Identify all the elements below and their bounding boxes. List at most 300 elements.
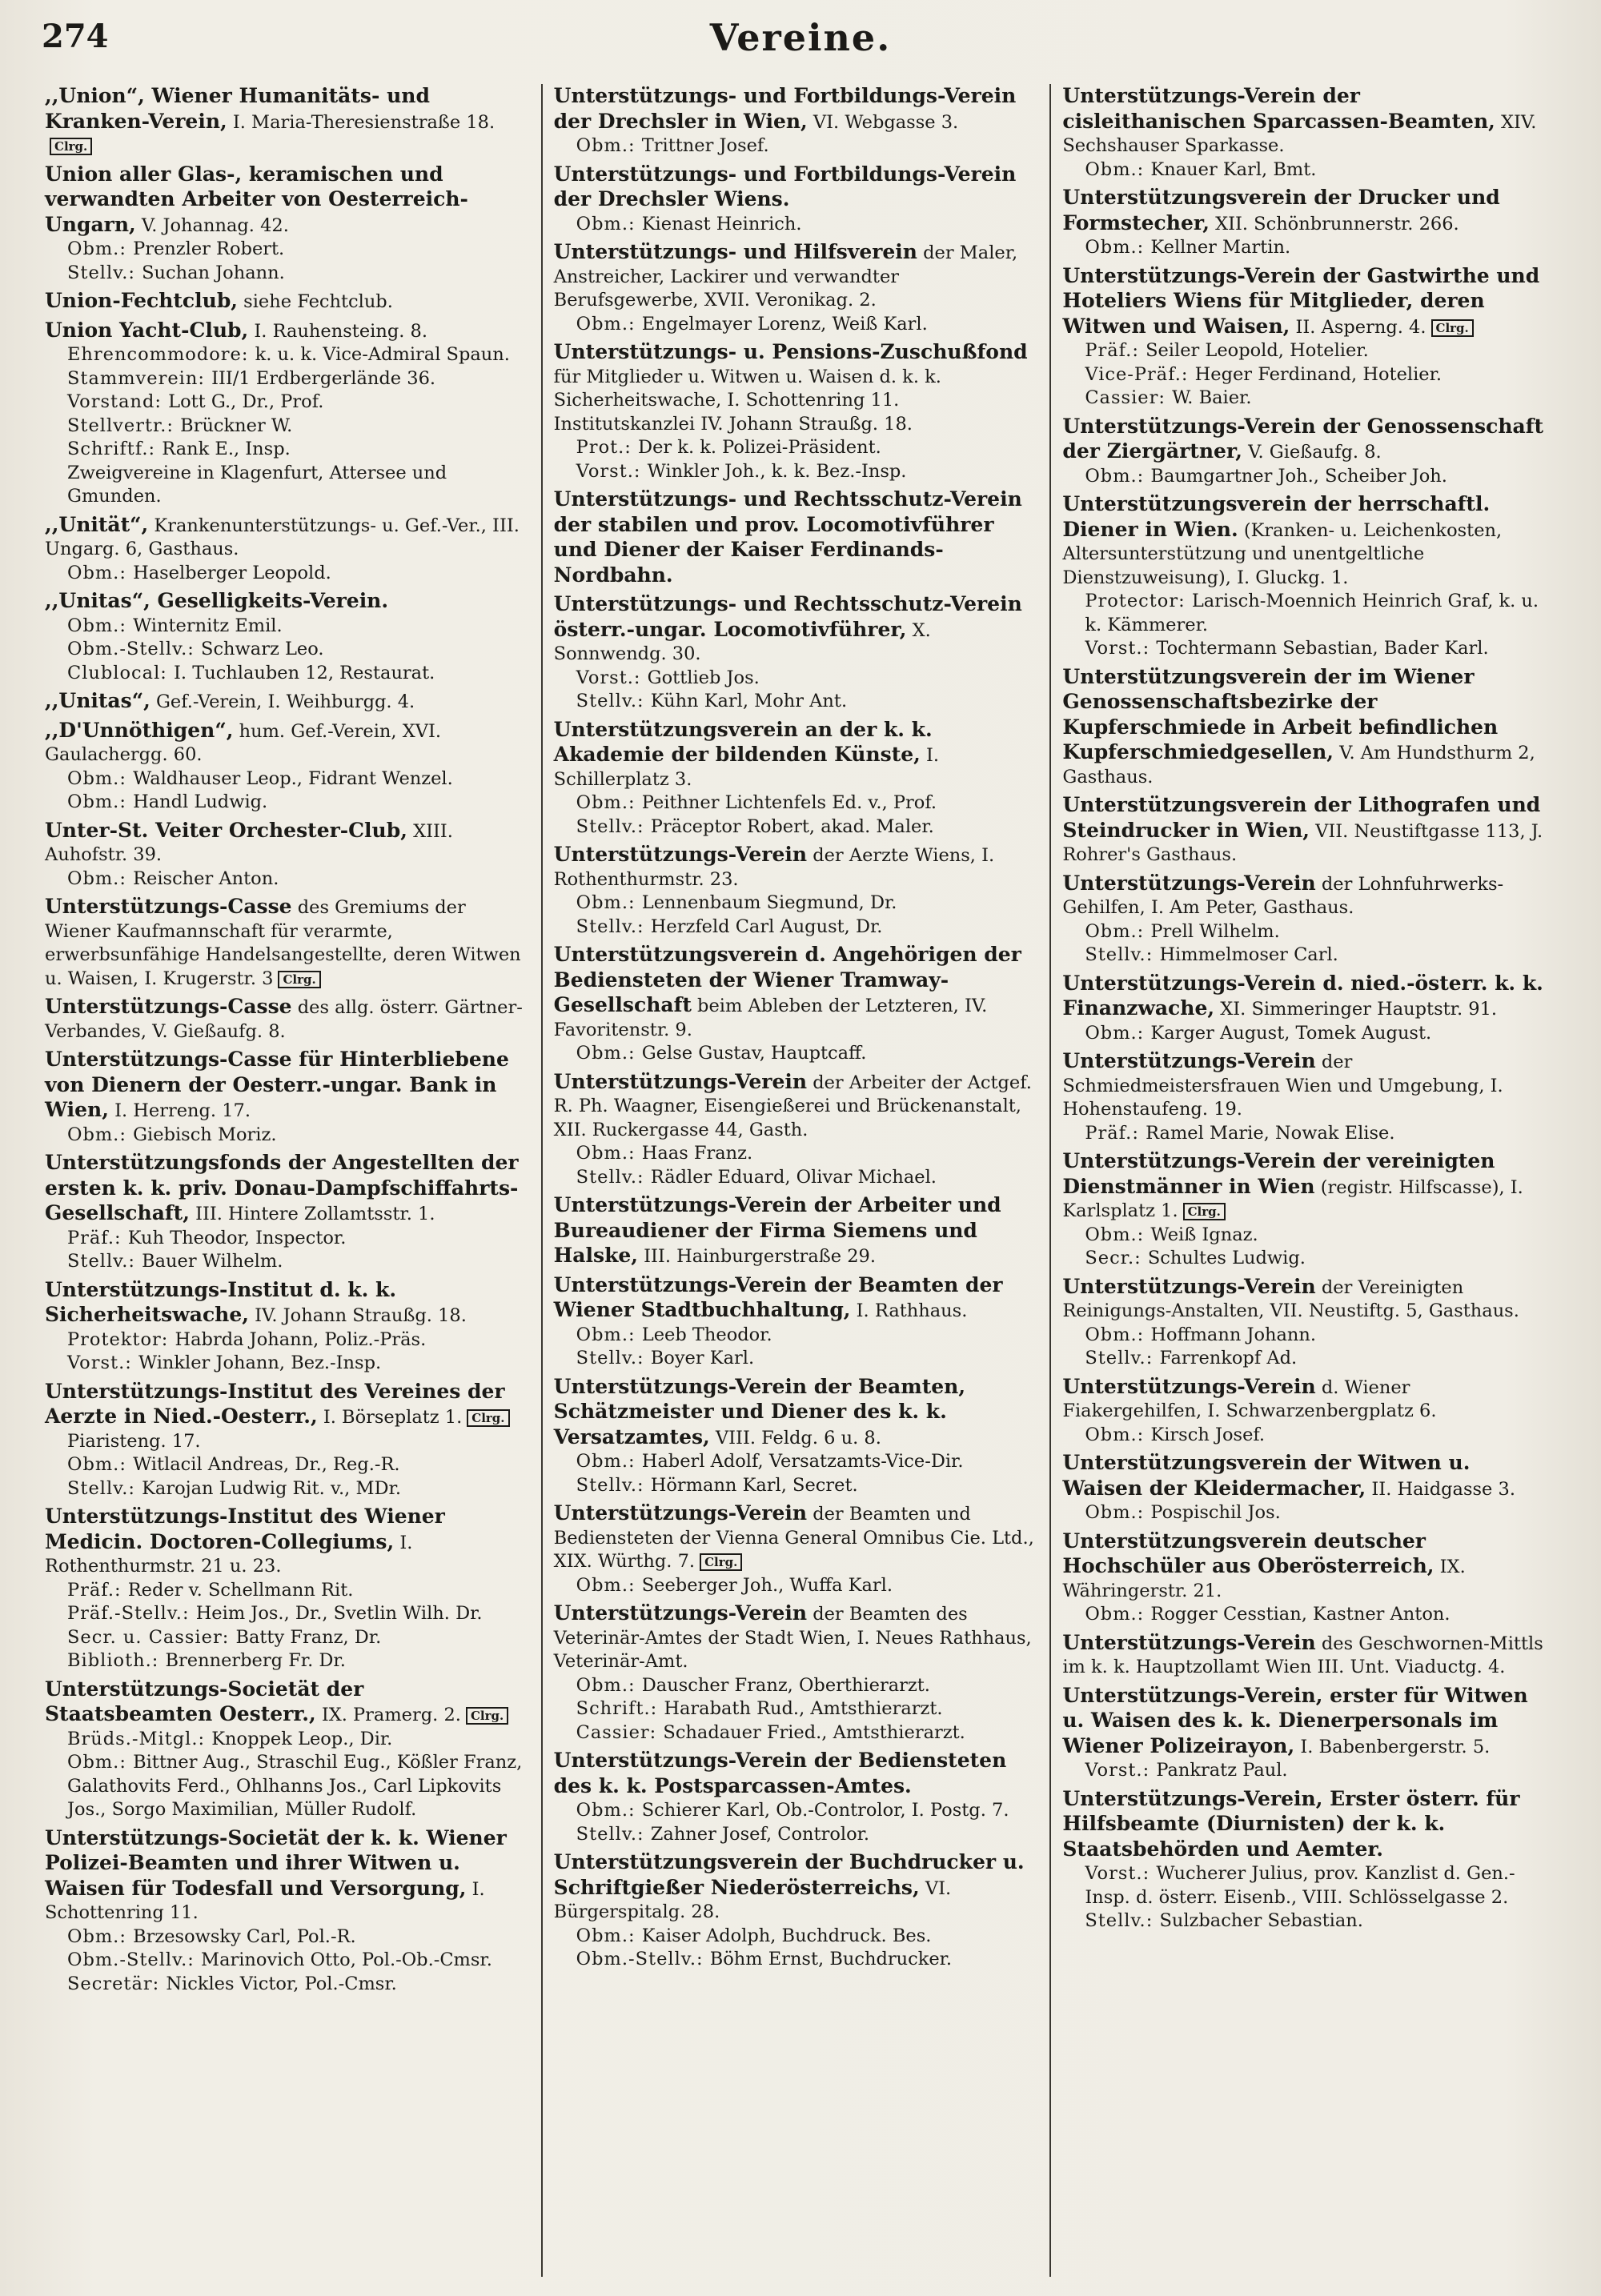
officer-name: Piaristeng. 17.: [67, 1430, 201, 1452]
entry-officer-line: [554, 436, 1039, 460]
directory-entry: [554, 1601, 1039, 1745]
entry-name: ,,Unitas“, Geselligkeits-Verein.: [45, 589, 389, 612]
entry-officer-line: [45, 638, 530, 662]
officer-role: Protector:: [1085, 591, 1192, 611]
officer-name: Pankratz Paul.: [1156, 1760, 1288, 1781]
officer-role: Stellv.:: [576, 1474, 651, 1496]
directory-entry: [45, 319, 530, 509]
entry-address: I. Rathhaus.: [856, 1300, 968, 1321]
entry-address: der Maler, Anstreicher, Lackirer und verwandter Berufsgewerbe, XVII. Veronikag. 2.: [553, 242, 1018, 311]
officer-name: Rogger Cesstian, Kastner Anton.: [1150, 1604, 1451, 1625]
entry-officer-line: [1062, 1324, 1547, 1348]
officer-role: Vice-Präf.:: [1085, 363, 1195, 385]
entry-address: II. Haidgasse 3.: [1371, 1478, 1515, 1500]
entry-address: der Vereinigten Reinigungs-Anstalten, VII. Neustiftg. 5, Gasthaus.: [1062, 1276, 1519, 1321]
officer-name: Heim Jos., Dr., Svetlin Wilh. Dr.: [195, 1603, 483, 1624]
entry-address: beim Ableben der Letzteren, IV. Favoritenstr. 9.: [553, 996, 988, 1040]
entry-address: VI. Bürgerspitalg. 28.: [553, 1877, 952, 1922]
entry-officer-line: [554, 791, 1039, 815]
officer-name: Wucherer Julius, prov. Kanzlist d. Gen.-Insp. d. österr. Eisenb., VIII. Schlösselgasse 2.: [1085, 1863, 1515, 1908]
officer-name: Kienast Heinrich.: [641, 213, 802, 234]
entry-name: Unterstützungs-Societät der k. k. Wiener Polizei-Beamten und ihrer Witwen u. Waisen für Todesfall und Versorgung,: [45, 1825, 507, 1900]
officer-role: Obm.:: [576, 1324, 642, 1345]
officer-name: Hörmann Karl, Secret.: [650, 1474, 858, 1496]
directory-entry: [45, 162, 530, 286]
officer-name: Larisch-Moennich Heinrich Graf, k. u. k. Kämmerer.: [1085, 591, 1539, 635]
entry-name: Unterstützungs-Institut d. k. k. Sicherheitswache,: [45, 1277, 397, 1326]
entry-officer-line: [554, 1166, 1039, 1190]
entry-officer-line: [1062, 1122, 1547, 1146]
officer-name: Kellner Martin.: [1150, 237, 1291, 258]
entry-address: XIII. Auhofstr. 39.: [45, 820, 453, 865]
entry-name: Unterstützungs-Verein: [553, 1501, 808, 1525]
page-number: 274: [42, 18, 109, 55]
entry-address: V. Gießaufg. 8.: [1248, 442, 1382, 463]
officer-role: Obm.:: [576, 1451, 642, 1472]
officer-role: Stellv.:: [67, 1477, 142, 1499]
officer-role: Stellv.:: [1085, 944, 1160, 965]
directory-entry: [1062, 492, 1547, 661]
directory-entry: [1062, 186, 1547, 260]
officer-name: Dauscher Franz, Oberthierarzt.: [641, 1674, 930, 1696]
clrg-badge: Clrg.: [1431, 319, 1474, 337]
officer-name: III/1 Erdbergerlände 36.: [211, 367, 436, 389]
directory-entry: [1062, 665, 1547, 790]
officer-role: Cassier:: [1085, 387, 1173, 408]
officer-role: Vorst.:: [576, 667, 648, 688]
officer-name: Schultes Ludwig.: [1147, 1248, 1306, 1268]
clrg-badge: Clrg.: [278, 971, 320, 988]
entry-officer-line: [554, 1574, 1039, 1598]
officer-role: Protektor:: [67, 1328, 175, 1350]
officer-role: Stellv.:: [1085, 1348, 1160, 1368]
officer-role: Obm.:: [1085, 158, 1151, 180]
officer-name: Waldhauser Leop., Fidrant Wenzel.: [133, 767, 453, 789]
entry-address: I. Schottenring 11.: [45, 1878, 485, 1923]
officer-name: Weiß Ignaz.: [1150, 1224, 1258, 1245]
entry-address: I. Rauhensteing. 8.: [254, 320, 427, 342]
entry-officer-line: [554, 1347, 1039, 1371]
directory-entry: [1062, 1684, 1547, 1783]
officer-role: Präf.:: [67, 1579, 128, 1601]
clrg-badge: Clrg.: [1183, 1203, 1226, 1220]
entry-name: Unterstützungs- und Rechtsschutz-Verein österr.-ungar. Locomotivführer,: [553, 592, 1022, 641]
officer-role: Prot.:: [576, 437, 639, 458]
officer-name: Farrenkopf Ad.: [1159, 1348, 1298, 1368]
clrg-badge: Clrg.: [50, 138, 92, 155]
entry-officer-line: [45, 1925, 530, 1949]
entry-address: der Beamten des Veterinär-Amtes der Stadt Wien, I. Neues Rathhaus, Veterinär-Amt.: [553, 1604, 1032, 1672]
directory-entry: [554, 1850, 1039, 1972]
entry-officer-line: [45, 1250, 530, 1274]
officer-name: Zweigvereine in Klagenfurt, Attersee und Gmunden.: [67, 462, 447, 507]
column-right: [1049, 84, 1559, 2277]
directory-entry: [554, 1749, 1039, 1846]
entry-officer-line: [1062, 1247, 1547, 1271]
directory-entry: [45, 513, 530, 586]
officer-name: Brzesowsky Carl, Pol.-R.: [133, 1925, 356, 1947]
officer-name: Schwarz Leo.: [201, 639, 324, 659]
officer-name: Prell Wilhelm.: [1150, 920, 1280, 942]
entry-officer-line: [554, 1474, 1039, 1498]
officer-name: Boyer Karl.: [650, 1348, 755, 1368]
entry-officer-line: [554, 690, 1039, 714]
entry-name: Unterstützungs-Societät der Staatsbeamten Oesterr.,: [45, 1677, 364, 1725]
entry-address: I. Schillerplatz 3.: [553, 745, 940, 790]
officer-name: Lott G., Dr., Prof.: [168, 391, 324, 412]
column-left: [34, 84, 541, 2277]
entry-officer-line: [45, 1430, 530, 1454]
officer-name: Sulzbacher Sebastian.: [1159, 1910, 1363, 1931]
entry-officer-line: [1062, 158, 1547, 182]
entry-name: Unterstützungs-Verein der Bediensteten des k. k. Postsparcassen-Amtes.: [553, 1749, 1007, 1797]
officer-role: Secr.:: [1085, 1248, 1148, 1268]
directory-entry: [554, 240, 1039, 336]
entry-address: siehe Fechtclub.: [243, 291, 393, 312]
directory-entry: [554, 1070, 1039, 1190]
entry-officer-line: [45, 1973, 530, 1997]
directory-entry: [1062, 1787, 1547, 1933]
entry-name: Unterstützungs-Verein: [553, 1069, 808, 1093]
officer-role: Vorst.:: [1085, 1760, 1157, 1781]
entry-name: Unterstützungs- und Fortbildungs-Verein der Drechsler Wiens.: [553, 162, 1017, 210]
entry-officer-line: [554, 460, 1039, 484]
entry-officer-line: [1062, 1909, 1547, 1933]
entry-officer-line: [45, 1453, 530, 1477]
officer-name: Haas Franz.: [641, 1143, 753, 1164]
clrg-badge: Clrg.: [467, 1409, 509, 1427]
officer-name: Engelmayer Lorenz, Weiß Karl.: [641, 313, 928, 335]
entry-name: Unterstützungsverein der Witwen u. Waisen der Kleidermacher,: [1062, 1451, 1471, 1500]
officer-role: Obm.:: [576, 1925, 642, 1946]
directory-entry: [554, 592, 1039, 714]
entry-officer-line: [45, 1477, 530, 1501]
officer-name: Reder v. Schellmann Rit.: [127, 1579, 354, 1601]
entry-officer-line: [45, 1626, 530, 1650]
entry-address: V. Johannag. 42.: [141, 214, 289, 236]
running-head: Vereine.: [709, 16, 892, 59]
officer-name: Schierer Karl, Ob.-Controlor, I. Postg. 7.: [641, 1800, 1009, 1821]
directory-entry: [1062, 1451, 1547, 1525]
entry-officer-line: [1062, 1022, 1547, 1046]
entry-address: I. Maria-Theresienstraße 18.: [232, 111, 496, 133]
officer-role: Stellv.:: [576, 1166, 651, 1188]
directory-entry: [1062, 793, 1547, 868]
entry-officer-line: [1062, 1759, 1547, 1783]
officer-name: k. u. k. Vice-Admiral Spaun.: [255, 344, 510, 365]
directory-entry: [554, 1375, 1039, 1498]
officer-role: Obm.:: [1085, 1224, 1151, 1245]
entry-officer-line: [1062, 1603, 1547, 1627]
officer-role: Vorst.:: [67, 1352, 138, 1373]
officer-role: Stellv.:: [576, 815, 651, 837]
officer-role: Obm.-Stellv.:: [576, 1949, 710, 1969]
officer-name: Winternitz Emil.: [133, 615, 283, 636]
entry-name: Unterstützungsverein der Lithografen und Steindrucker in Wien,: [1062, 793, 1541, 842]
entry-address: (registr. Hilfscasse), I. Karlsplatz 1.: [1062, 1176, 1523, 1221]
entry-name: Unterstützungs-Verein der cisleithanischen Sparcassen-Beamten,: [1062, 84, 1495, 133]
entry-name: Unterstützungs-Institut des Vereines der Aerzte in Nied.-Oesterr.,: [45, 1379, 505, 1428]
entry-officer-line: [1062, 363, 1547, 387]
directory-entry: [554, 1193, 1039, 1269]
entry-officer-line: [1062, 1501, 1547, 1525]
officer-name: Reischer Anton.: [133, 868, 279, 889]
directory-entry: [45, 589, 530, 685]
officer-name: Marinovich Otto, Pol.-Ob.-Cmsr.: [201, 1949, 492, 1970]
officer-role: Obm.:: [1085, 920, 1151, 942]
officer-name: Kühn Karl, Mohr Ant.: [650, 691, 848, 711]
entry-address: des Geschwornen-Mittls im k. k. Hauptzollamt Wien III. Unt. Viaductg. 4.: [1062, 1633, 1543, 1677]
entry-address: d. Wiener Fiakergehilfen, I. Schwarzenbergplatz 6.: [1062, 1376, 1437, 1421]
entry-address: der Arbeiter der Actgef. R. Ph. Waagner, Eisengießerei und Brückenanstalt, XII. Ruckergasse 44, Gasth.: [553, 1072, 1032, 1140]
officer-name: Baumgartner Joh., Scheiber Joh.: [1150, 465, 1447, 487]
officer-role: Obm.:: [1085, 1424, 1151, 1445]
officer-role: Obm.-Stellv.:: [67, 639, 202, 659]
entry-officer-line: [554, 815, 1039, 839]
officer-role: Vorst.:: [1085, 638, 1157, 659]
entry-name: Unterstützungs-Casse für Hinterbliebene von Dienern der Oesterr.-ungar. Bank in Wien,: [45, 1048, 509, 1121]
officer-role: Obm.:: [1085, 1324, 1151, 1345]
officer-role: Stellv.:: [576, 691, 651, 711]
directory-entry: [45, 819, 530, 892]
officer-name: Nickles Victor, Pol.-Cmsr.: [166, 1973, 397, 1994]
directory-entry: [1062, 972, 1547, 1046]
officer-name: Haselberger Leopold.: [133, 562, 331, 583]
entry-officer-line: [45, 462, 530, 509]
entry-officer-line: [45, 767, 530, 791]
entry-address: XI. Simmeringer Hauptstr. 91.: [1220, 999, 1498, 1020]
entry-officer-line: [45, 1328, 530, 1352]
officer-name: Harabath Rud., Amtsthierarzt.: [664, 1698, 943, 1719]
officer-name: Karger August, Tomek August.: [1150, 1022, 1432, 1044]
directory-entry: [554, 1273, 1039, 1371]
entry-name: Unterstützungsverein der herrschaftl. Diener in Wien.: [1062, 492, 1491, 541]
directory-entry: [45, 895, 530, 991]
officer-name: Brückner W.: [180, 415, 293, 436]
entry-address: I. Börseplatz 1.: [323, 1407, 463, 1428]
directory-entry: [554, 843, 1039, 939]
entry-address: X. Sonnwendg. 30.: [553, 619, 931, 664]
directory-entry: [45, 1151, 530, 1274]
officer-name: Peithner Lichtenfels Ed. v., Prof.: [641, 792, 937, 813]
officer-role: Obm.:: [67, 615, 134, 636]
entry-officer-line: [1062, 920, 1547, 944]
officer-role: Obm.:: [1085, 237, 1151, 258]
officer-role: Obm.:: [67, 791, 134, 812]
entry-name: Unterstützungs-Casse: [45, 895, 292, 918]
officer-role: Präf.:: [1085, 1122, 1146, 1144]
entry-officer-line: [554, 1450, 1039, 1474]
officer-name: Giebisch Moriz.: [133, 1124, 277, 1145]
officer-role: Stellv.:: [1085, 1910, 1160, 1931]
entry-name: Unterstützungs-Verein: [1062, 1274, 1316, 1298]
officer-role: Obm.:: [576, 792, 642, 813]
entry-officer-line: [554, 134, 1039, 158]
officer-role: Obm.:: [576, 1043, 642, 1064]
entry-address: IV. Johann Straußg. 18.: [255, 1305, 467, 1326]
entry-address: der Aerzte Wiens, I. Rothenthurmstr. 23.: [553, 845, 995, 890]
officer-name: W. Baier.: [1172, 387, 1252, 408]
officer-role: Vorstand:: [67, 391, 169, 412]
officer-role: Cassier:: [576, 1721, 664, 1743]
officer-name: Seiler Leopold, Hotelier.: [1146, 340, 1369, 361]
directory-entry: [45, 1677, 530, 1822]
officer-role: Obm.:: [576, 1674, 642, 1696]
entry-name: ,,Unitas“,: [45, 689, 150, 712]
entry-officer-line: [1062, 387, 1547, 411]
entry-officer-line: [45, 415, 530, 439]
officer-role: Stellv.:: [576, 1348, 651, 1368]
entry-officer-line: [45, 615, 530, 639]
entry-officer-line: [554, 892, 1039, 916]
officer-name: Rädler Eduard, Olivar Michael.: [650, 1166, 937, 1188]
officer-role: Obm.:: [67, 868, 134, 889]
entry-address: XIV. Sechshauser Sparkasse.: [1062, 111, 1537, 156]
officer-role: Stellv.:: [67, 1251, 142, 1272]
entry-officer-line: [554, 1674, 1039, 1698]
entry-officer-line: [45, 1949, 530, 1973]
entry-name: Unterstützungs-Verein: [553, 1601, 808, 1625]
entry-officer-line: [45, 1124, 530, 1148]
directory-entry: [1062, 1149, 1547, 1271]
officer-role: Präf.-Stellv.:: [67, 1603, 196, 1624]
entry-officer-line: [1062, 1224, 1547, 1248]
officer-name: Knauer Karl, Bmt.: [1150, 158, 1317, 180]
entry-name: Unterstützungsverein deutscher Hochschüler aus Oberösterreich,: [1062, 1529, 1434, 1577]
directory-entry: [45, 1278, 530, 1376]
entry-officer-line: [554, 1721, 1039, 1745]
officer-role: Präf.:: [67, 1227, 128, 1248]
officer-role: Obm.:: [576, 1574, 642, 1596]
directory-entry: [1062, 264, 1547, 411]
entry-name: Unterstützungs- u. Pensions-Zuschußfond: [553, 340, 1028, 363]
officer-role: Ehrencommodore:: [67, 344, 255, 365]
officer-role: Schriftf.:: [67, 439, 163, 459]
entry-officer-line: [45, 791, 530, 815]
entry-officer-line: [1062, 339, 1547, 363]
officer-role: Stellv.:: [67, 262, 142, 283]
officer-name: Seeberger Joh., Wuffa Karl.: [641, 1574, 893, 1596]
entry-officer-line: [45, 238, 530, 262]
officer-role: Vorst.:: [1085, 1863, 1157, 1884]
entry-address: III. Hainburgerstraße 29.: [644, 1246, 877, 1267]
officer-name: Rank E., Insp.: [162, 439, 291, 459]
entry-officer-line: [1062, 590, 1547, 637]
officer-name: Karojan Ludwig Rit. v., MDr.: [142, 1477, 401, 1499]
directory-entry: [45, 1505, 530, 1673]
officer-name: Gottlieb Jos.: [647, 667, 760, 688]
officer-role: Secr. u. Cassier:: [67, 1626, 236, 1648]
entry-name: Unterstützungs-Verein der vereinigten Dienstmänner in Wien: [1062, 1149, 1495, 1198]
entry-officer-line: [554, 1799, 1039, 1823]
clrg-badge: Clrg.: [700, 1553, 742, 1571]
officer-name: Prenzler Robert.: [133, 238, 285, 259]
officer-name: Böhm Ernst, Buchdrucker.: [709, 1949, 953, 1969]
officer-name: Knoppek Leop., Dir.: [211, 1728, 393, 1749]
officer-role: Obm.:: [576, 135, 642, 156]
officer-name: Batty Franz, Dr.: [235, 1626, 382, 1648]
officer-name: Winkler Joh., k. k. Bez.-Insp.: [647, 460, 907, 482]
directory-entry: [554, 162, 1039, 237]
officer-role: Obm.:: [67, 1454, 134, 1475]
officer-role: Stammverein:: [67, 367, 212, 389]
officer-name: Der k. k. Polizei-Präsident.: [638, 437, 881, 458]
officer-role: Biblioth.:: [67, 1650, 166, 1671]
officer-name: Heger Ferdinand, Hotelier.: [1194, 363, 1443, 385]
officer-role: Stellv.:: [576, 916, 651, 937]
entry-address: des allg. österr. Gärtner-Verbandes, V. Gießaufg. 8.: [45, 997, 523, 1042]
directory-entry: [45, 1380, 530, 1501]
entry-officer-line: [1062, 944, 1547, 968]
officer-role: Stellv.:: [576, 1823, 651, 1845]
officer-role: Obm.:: [67, 238, 134, 259]
columns: [34, 84, 1559, 2277]
entry-address: Gef.-Verein, I. Weihburgg. 4.: [155, 691, 415, 712]
officer-role: Obm.:: [67, 1925, 134, 1947]
officer-role: Obm.:: [1085, 1604, 1151, 1625]
entry-name: Unterstützungs-Verein: [1062, 1374, 1316, 1398]
directory-entry: [45, 289, 530, 315]
officer-name: Habrda Johann, Poliz.-Präs.: [175, 1328, 427, 1350]
officer-name: Präceptor Robert, akad. Maler.: [650, 815, 934, 837]
entry-officer-line: [45, 1602, 530, 1626]
entry-name: Unterstützungsverein der Buchdrucker u. Schriftgießer Niederösterreichs,: [553, 1850, 1025, 1899]
officer-role: Obm.:: [1085, 465, 1151, 487]
officer-role: Präf.:: [1085, 340, 1146, 361]
officer-name: Pospischil Jos.: [1150, 1502, 1281, 1523]
officer-role: Schrift.:: [576, 1698, 664, 1719]
entry-address: XII. Schönbrunnerstr. 266.: [1215, 213, 1459, 234]
officer-name: Kaiser Adolph, Buchdruck. Bes.: [641, 1925, 932, 1946]
entry-officer-line: [554, 313, 1039, 337]
directory-entry: [45, 1048, 530, 1147]
directory-entry: [1062, 1631, 1547, 1680]
entry-officer-line: [554, 1823, 1039, 1847]
entry-address: VI. Webgasse 3.: [813, 111, 959, 133]
directory-entry: [1062, 84, 1547, 182]
entry-officer-line: [45, 391, 530, 415]
entry-address: IX. Pramerg. 2.: [321, 1705, 461, 1725]
entry-name: Unterstützungs-Verein: [1062, 1630, 1316, 1654]
officer-name: Herzfeld Carl August, Dr.: [650, 916, 883, 937]
directory-entry: [45, 84, 530, 158]
officer-role: Obm.-Stellv.:: [67, 1949, 202, 1970]
entry-officer-line: [554, 213, 1039, 237]
directory-entry: [1062, 1049, 1547, 1145]
entry-address: (Kranken- u. Leichenkosten, Altersunterstützung und unentgeltliche Dienstzuweisung), I. Gluckg. 1.: [1062, 519, 1503, 588]
directory-entry: [1062, 1275, 1547, 1371]
directory-entry: [45, 689, 530, 715]
entry-officer-line: [1062, 465, 1547, 489]
directory-entry: [45, 719, 530, 815]
entry-name: Union aller Glas-, keramischen und verwandten Arbeiter von Oesterreich-Ungarn,: [45, 162, 468, 236]
officer-name: Handl Ludwig.: [133, 791, 268, 812]
officer-role: Obm.:: [1085, 1022, 1151, 1044]
officer-name: I. Tuchlauben 12, Restaurat.: [174, 662, 435, 683]
entry-officer-line: [1062, 236, 1547, 260]
directory-entry: [554, 718, 1039, 839]
entry-name: ,,D'Unnöthigen“,: [45, 718, 234, 742]
entry-address: des Gremiums der Wiener Kaufmannschaft für verarmte, erwerbsunfähige Handelsangestellte, deren Witwen u. Waisen, I. Krugerstr. 3: [45, 897, 521, 989]
officer-role: Obm.:: [576, 1143, 642, 1164]
column-middle: [541, 84, 1050, 2277]
entry-officer-line: [45, 438, 530, 462]
officer-name: Leeb Theodor.: [641, 1324, 772, 1345]
clrg-badge: Clrg.: [466, 1707, 508, 1725]
entry-name: Unterstützungs-Verein: [553, 843, 808, 866]
entry-name: ,,Union“, Wiener Humanitäts- und Kranken-Verein,: [45, 84, 430, 133]
entry-name: Unterstützungs-Casse: [45, 995, 292, 1018]
